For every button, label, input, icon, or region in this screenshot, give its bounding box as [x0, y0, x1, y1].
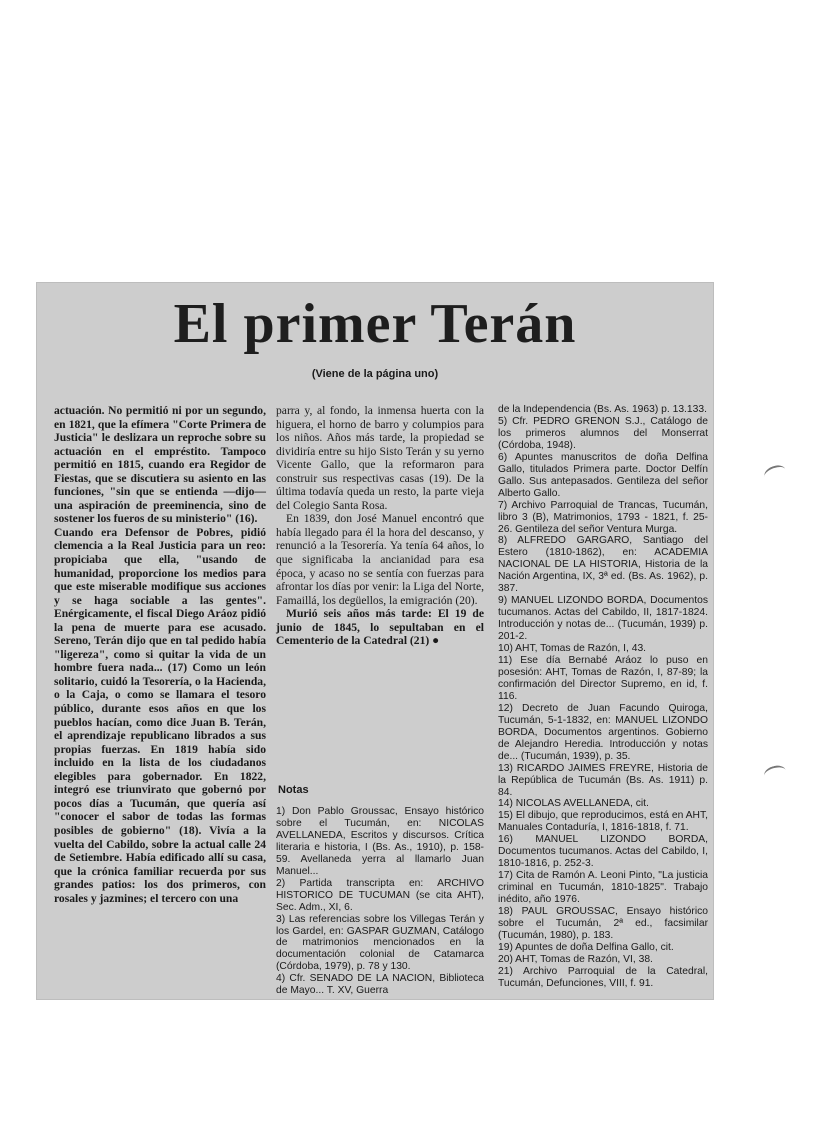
note-item: 21) Archivo Parroquial de la Catedral, Tucumán, Defunciones, VIII, f. 91.: [498, 965, 708, 989]
note-item: 3) Las referencias sobre los Villegas Terán y los Gardel, en: GASPAR GUZMAN, Catálogo de matrimonios mencionados en la documentación colonial de Catamarca (Córdoba, 1979), p. 78 y 130.: [276, 913, 484, 973]
article-subtitle: (Viene de la página uno): [311, 368, 439, 380]
note-item: 9) MANUEL LIZONDO BORDA, Documentos tucumanos. Actas del Cabildo, II, 1817-1824. Introducción y notas de... (Tucumán, 1939) p. 201-2.: [498, 595, 708, 643]
note-item: 2) Partida transcripta en: ARCHIVO HISTORICO DE TUCUMAN (se cita AHT), Sec. Adm., XI, 6.: [276, 877, 484, 913]
note-item: 5) Cfr. PEDRO GRENON S.J., Catálogo de los primeros alumnos del Monserrat (Córdoba, 1948).: [498, 415, 708, 451]
note-item: 1) Don Pablo Groussac, Ensayo histórico sobre el Tucumán, en: NICOLAS AVELLANEDA, Escritos y discursos. Crítica literaria e historia, I (Bs. As., 1910), p. 158-59. Avellaneda yerra al llamarlo Juan Manuel...: [276, 806, 484, 877]
note-item: 15) El dibujo, que reproducimos, está en AHT, Manuales Contaduría, I, 1816-1818, f. 71.: [498, 810, 708, 834]
paragraph: Cuando era Defensor de Pobres, pidió clemencia a la Real Justicia para un reo: propiciaba que ella, "usando de humanidad, proporcione los medios para que este miserable modifique sus acciones y se haga sociable a las gentes". Enérgicamente, el fiscal Diego Aráoz pidió la pena de muerte para ese acusado. Sereno, Terán dijo que en tal pedido había "ligereza", como si quitar la vida de un hombre fuera nada... (17) Como un león solitario, cuidó la Tesorería, o la Hacienda, o la Caja, o como se llamara el tesoro público, durante esos años en que los pueblos hacían, como dice Juan B. Terán, el aprendizaje republicano librados a sus propias fuerzas. En 1819 había sido incluido en la lista de los ciudadanos elegibles para gobernador. En 1822, integró ese triunvirato que gobernó por pocos días a Tucumán, que quería así "conocer el sabor de todas las formas posibles de gobierno" (18). Vivía a la vuelta del Cabildo, sobre la actual calle 24 de Setiembre. Había edificado allí su casa, que la crónica familiar recuerda por sus grandes patios: los dos primeros, con rosales y jazmines; el tercero con una: [54, 525, 266, 905]
punch-hole-mark: [762, 463, 787, 484]
note-item: 11) Ese día Bernabé Aráoz lo puso en posesión: AHT, Tomas de Razón, I, 87-89; la confirmación del Director Supremo, en id, f. 116.: [498, 655, 708, 702]
note-item: 6) Apuntes manuscritos de doña Delfina Gallo, titulados Primera parte. Doctor Delfín Gallo. Sus antepasados. Gentileza del señor Alberto Gallo.: [498, 451, 708, 499]
note-item: 10) AHT, Tomas de Razón, I, 43.: [498, 643, 647, 655]
notes-column-2: [276, 806, 484, 997]
note-item: 14) NICOLAS AVELLANEDA, cit.: [498, 798, 649, 810]
note-item: 13) RICARDO JAIMES FREYRE, Historia de la República de Tucumán (Bs. As. 1911) p. 84.: [498, 762, 708, 798]
article-title: El primer Terán: [173, 293, 577, 355]
punch-hole-mark: [763, 763, 788, 782]
note-item: 17) Cita de Ramón A. Leoni Pinto, "La justicia criminal en Tucumán, 1810-1825". Trabajo inédito, año 1976.: [498, 870, 708, 906]
note-item: 7) Archivo Parroquial de Trancas, Tucumán, libro 3 (B), Matrimonios, 1793 - 1821, f. 25-26. Gentileza del señor Ventura Murga.: [498, 499, 708, 535]
newspaper-clipping: [36, 282, 714, 1000]
note-item: 4) Cfr. SENADO DE LA NACION, Biblioteca de Mayo... T. XV, Guerra: [276, 973, 484, 997]
note-item: 16) MANUEL LIZONDO BORDA, Documentos tucumanos. Actas del Cabildo, I, 1810-1816, p. 252-3.: [498, 834, 708, 870]
note-item: 18) PAUL GROUSSAC, Ensayo histórico sobre el Tucumán, 2ª ed., facsimilar (Tucumán, 1980), p. 183.: [498, 906, 708, 941]
paragraph: Murió seis años más tarde: El 19 de junio de 1845, lo sepultaban en el Cementerio de la Catedral (21) ●: [276, 607, 484, 648]
note-item: 12) Decreto de Juan Facundo Quiroga, Tucumán, 5-1-1832, en: MANUEL LIZONDO BORDA, Documentos argentinos. Gobierno de Alejandro Heredia. Introducción y notas de... (Tucumán, 1939), p. 35.: [498, 702, 708, 762]
notes-column-3: [498, 404, 708, 990]
paragraph: En 1839, don José Manuel encontró que había llegado para él la hora del descanso, y renunció a la Tesorería. Ya tenía 64 años, lo que significaba la ancianidad para esa época, y acaso no se sentía con fuerzas para afrontar los días por venir: la Liga del Norte, Famaillá, los degüellos, la emigración (20).: [276, 512, 484, 607]
paragraph: parra y, al fondo, la inmensa huerta con la higuera, el horno de barro y columpios para los niños. Años más tarde, la propiedad se dividiría entre su hijo Sisto Terán y su yerno Vicente Gallo, que la reformaron para construir sus respectivas casas (19). De la última todavía queda un resto, la parte vieja del Colegio Santa Rosa.: [276, 404, 484, 512]
note-item: 20) AHT, Tomas de Razón, VI, 38.: [498, 953, 653, 965]
column-2: [276, 404, 484, 648]
paragraph: actuación. No permitió ni por un segundo, en 1821, que la efímera "Corte Primera de Justicia" le deslizara un reproche sobre su actuación en el empréstito. Tampoco permitió en 1815, cuando era Regidor de Fiestas, que se discutiera su asiento en las funciones, "sin que se entienda —dijo— una aspiración de preeminencia, sino de sostener los fueros de su ministerio" (16).: [54, 404, 266, 526]
note-item: de la Independencia (Bs. As. 1963) p. 13.133.: [498, 404, 707, 415]
note-item: 8) ALFREDO GARGARO, Santiago del Estero (1810-1862), en: ACADEMIA NACIONAL DE LA HISTORIA, Historia de la Nación Argentina, IX, 3ª ed. (Bs. As. 1962), p. 387.: [498, 535, 708, 595]
column-1: [54, 404, 266, 905]
notes-heading: Notas: [278, 784, 309, 796]
note-item: 19) Apuntes de doña Delfina Gallo, cit.: [498, 941, 674, 953]
